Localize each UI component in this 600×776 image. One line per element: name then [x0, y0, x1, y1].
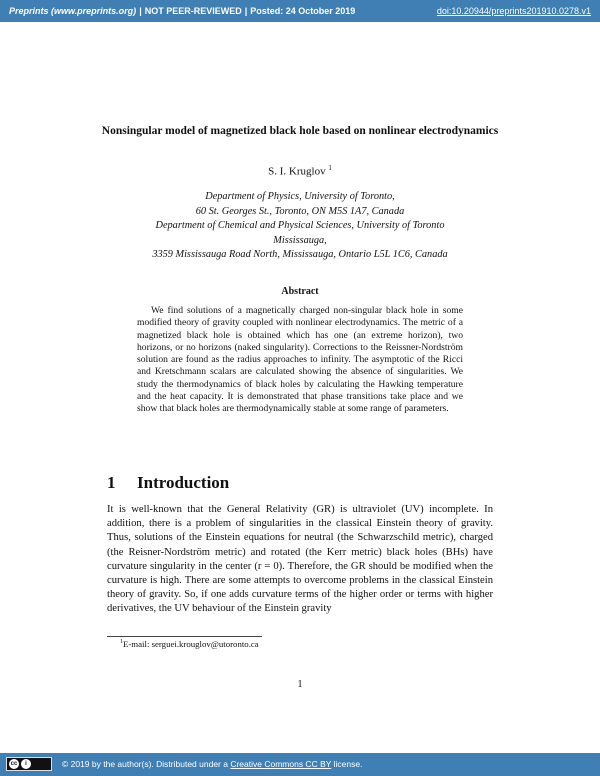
abstract-heading: Abstract	[281, 286, 319, 297]
review-status: NOT PEER-REVIEWED	[144, 6, 242, 16]
affiliation-line: Department of Physics, University of Toronto,	[205, 191, 395, 202]
affiliation-line: 3359 Mississauga Road North, Mississauga, Ontario L5L 1C6, Canada	[152, 249, 448, 260]
section-number: 1	[107, 473, 116, 492]
paper-title: Nonsingular model of magnetized black hole based on nonlinear electrodynamics	[101, 125, 499, 137]
cc-icon: cc	[10, 761, 18, 767]
preprint-banner	[0, 0, 600, 22]
affiliation-line: 60 St. Georges St., Toronto, ON M5S 1A7, Canada	[195, 205, 405, 217]
author-footnote-mark: 1	[328, 164, 332, 172]
footnote-mark: 1	[120, 639, 123, 646]
author-line	[0, 164, 600, 178]
attribution-icon: i	[21, 759, 31, 769]
license-text: © 2019 by the author(s). Distributed under a Creative Commons CC BY license.	[62, 759, 363, 769]
license-footer	[0, 753, 600, 776]
footnote-rule	[107, 636, 262, 637]
doi-link[interactable]: doi:10.20944/preprints201910.0278.v1	[436, 6, 591, 16]
footnote-email[interactable]: E-mail: serguei.krouglov@utoronto.ca	[123, 639, 259, 649]
affiliation-line: Department of Chemical and Physical Sciences, University of Toronto	[155, 220, 445, 231]
abstract-text: We find solutions of a magnetically charged non-singular black hole in some modified theory of gravity coupled with nonlinear electrodynamics. The metric of a magnetized black hole is obtained which has one (an extreme horizon), two horizons, or no horizons (naked singularity). Corrections to the Reissner-Nordström solution are found as the radius approaches to infinity. The asymptotic of the Ricci and Kretschmann scalars are calculated showing the absence of singularities. We study the thermodynamics of black holes by calculating the Hawking temperature and the heat capacity. It is demonstrated that phase transitions take place and we show that black holes are thermodynamically stable at some range of parameters.	[137, 305, 463, 415]
section-title: Introduction	[137, 473, 230, 492]
footnote	[120, 639, 259, 649]
author-name: S. I. Kruglov	[268, 165, 326, 178]
site-link[interactable]: Preprints (www.preprints.org)	[9, 6, 137, 16]
page-number: 1	[297, 679, 303, 690]
affiliation-line: Mississauga,	[273, 234, 327, 246]
posted-date: Posted: 24 October 2019	[250, 6, 356, 16]
introduction-text: It is well-known that the General Relativity (GR) is ultraviolet (UV) incomplete. In addition, there is a problem of singularities in the classical Einstein theory of gravity. Thus, solutions of the Einstein equations for neutral (the Schwarzschild metric), charged (the Reisner-Nordström metric) and rotated (the Kerr metric) black holes (BHs) have curvature singularity in the center (r = 0). Therefore, the GR should be modified when the curvature is high. There are some attempts to overcome problems in the classical Einstein theory of gravity. So, if one adds curvature terms of the higher order or terms with higher derivatives, the UV behaviour of the Einstein gravity	[107, 504, 493, 615]
cc-by-badge-icon[interactable]	[6, 757, 52, 771]
license-link[interactable]: Creative Commons CC BY	[230, 759, 332, 769]
section-heading	[107, 473, 229, 493]
banner-info: Preprints (www.preprints.org) | NOT PEER-REVIEWED | Posted: 24 October 2019	[9, 6, 356, 16]
affiliations	[70, 190, 530, 263]
